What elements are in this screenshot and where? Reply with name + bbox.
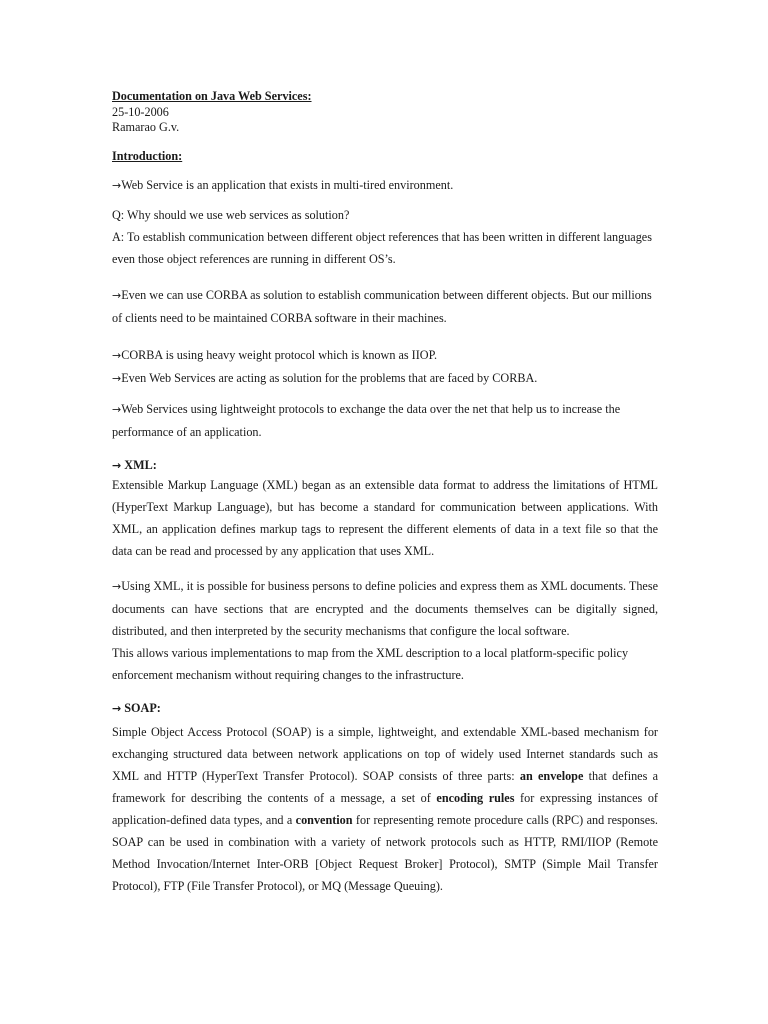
arrow-icon: → [112,702,122,715]
soap-heading [112,700,658,717]
arrow-icon: → [112,459,122,472]
arrow-icon: → [112,349,122,362]
intro-paragraph-4-text: Even Web Services are acting as solution for the problems that are faced by CORBA. [121,371,538,385]
document-body [112,88,658,897]
xml-heading [112,457,658,474]
intro-paragraph-5 [112,398,658,443]
arrow-icon: → [112,580,122,593]
intro-paragraph-1-text: Web Service is an application that exists in multi-tired environment. [121,178,454,192]
soap-text-part-4: for representing remote procedure calls (RPC) and responses. SOAP can be used in combination with a variety of network protocols such as HTTP, RMI/IIOP (Remote Method Invocation/Internet Inter-ORB [Object Request Broker] Protocol), SMTP (Simple Mail Transfer Protocol), FTP (File Transfer Protocol), or MQ (Message Queuing). [112,813,658,893]
arrow-icon: → [112,403,122,416]
intro-paragraph-4 [112,367,658,390]
document-title: Documentation on Java Web Services: [112,89,312,103]
soap-text-part-3: for expressing instances of application-defined data types, and a [112,791,658,827]
intro-paragraph-2-text: Even we can use CORBA as solution to establish communication between different objects. But our millions of clients need to be maintained CORBA software in their machines. [112,288,652,325]
xml-heading-text: XML: [124,458,157,472]
xml-paragraph-2 [112,575,658,642]
question-paragraph: Q: Why should we use web services as solution? [112,208,350,222]
introduction-heading: Introduction: [112,149,183,163]
intro-paragraph-1 [112,174,658,197]
arrow-icon: → [112,289,122,302]
soap-text-part-2: that defines a framework for describing the contents of a message, a set of [112,769,658,805]
arrow-icon: → [112,179,122,192]
xml-paragraph-2-text: Using XML, it is possible for business persons to define policies and express them as XML documents. These documents can have sections that are encrypted and the documents themselves can be digitally signed, distributed, and then interpreted by the security mechanisms that configure the local software. [112,579,658,638]
soap-paragraph [112,721,658,897]
document-date: 25-10-2006 [112,105,169,119]
intro-paragraph-3-text: CORBA is using heavy weight protocol which is known as IIOP. [121,348,438,362]
xml-paragraph-1: Extensible Markup Language (XML) began as an extensible data format to address the limitations of HTML (HyperText Markup Language), but has become a standard for communication between applications. With XML, an application defines markup tags to represent the different elements of data in a text file so that the data can be read and processed by any application that uses XML. [112,478,658,558]
soap-text-part-1: Simple Object Access Protocol (SOAP) is a simple, lightweight, and extendable XML-based mechanism for exchanging structured data between network applications on top of widely used Internet standards such as XML and HTTP (HyperText Transfer Protocol). SOAP consists of three parts: [112,725,658,783]
intro-paragraph-5-text: Web Services using lightweight protocols to exchange the data over the net that help us to increase the performance of an application. [112,402,621,439]
document-author: Ramarao G.v. [112,120,180,134]
xml-paragraph-3: This allows various implementations to map from the XML description to a local platform-specific policy enforcement mechanism without requiring changes to the infrastructure. [112,646,629,682]
arrow-icon: → [112,372,122,385]
answer-paragraph: A: To establish communication between different object references that has been written in different languages even those object references are running in different OS’s. [112,230,652,266]
soap-keyword-envelope: an envelope [519,769,584,783]
soap-heading-text: SOAP: [124,701,161,715]
intro-paragraph-3 [112,344,658,367]
soap-keyword-convention: convention [295,813,353,827]
intro-paragraph-2 [112,284,658,329]
soap-keyword-encoding-rules: encoding rules [436,791,515,805]
